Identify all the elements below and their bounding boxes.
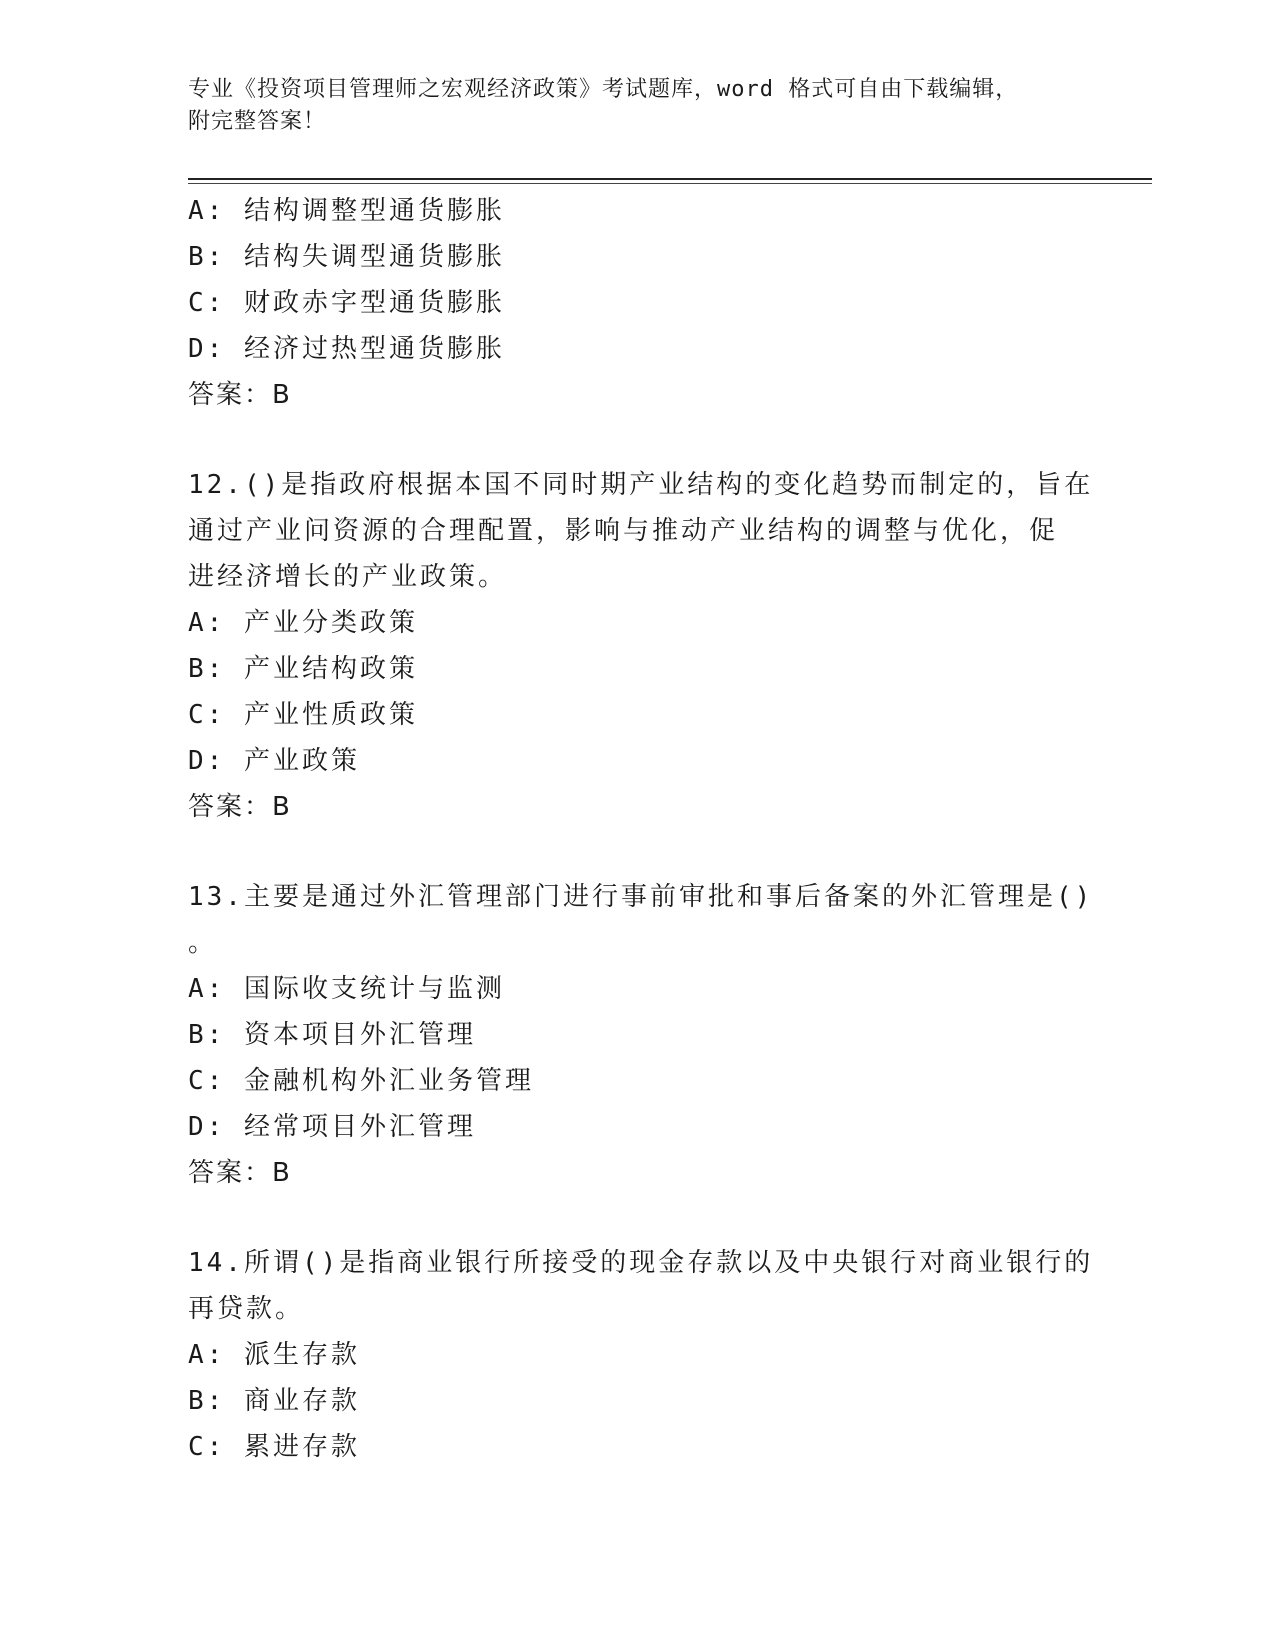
question-text [188,1240,1094,1332]
header-line-2: 附完整答案！ [188,109,327,134]
question-text-line: 。 [188,928,218,958]
option-d: D: 经常项目外汇管理 [188,1112,476,1142]
question-14 [188,1240,1094,1470]
option-a: A: 产业分类政策 [188,608,418,638]
question-12 [188,462,1094,830]
question-list [188,188,1094,1470]
question-text-line: 通过产业问资源的合理配置，影响与推动产业结构的调整与优化，促 [188,516,1059,546]
question-13 [188,874,1094,1196]
option-c: C: 财政赤字型通货膨胀 [188,288,505,318]
question-text [188,874,1094,966]
option-a: A: 国际收支统计与监测 [188,974,505,1004]
header-divider-thin [188,183,1152,184]
question-text-line: 13.主要是通过外汇管理部门进行事前审批和事后备案的外汇管理是() [188,882,1094,912]
option-d: D: 经济过热型通货膨胀 [188,334,505,364]
answer: 答案：B [188,380,292,410]
question-text-line: 12.()是指政府根据本国不同时期产业结构的变化趋势而制定的，旨在 [188,470,1094,500]
option-c: C: 金融机构外汇业务管理 [188,1066,534,1096]
option-b: B: 结构失调型通货膨胀 [188,242,505,272]
option-c: C: 累进存款 [188,1432,360,1462]
header-line-1: 专业《投资项目管理师之宏观经济政策》考试题库，word 格式可自由下载编辑， [188,77,1019,102]
answer: 答案：B [188,792,292,822]
option-d: D: 产业政策 [188,746,360,776]
question-text-line: 再贷款。 [188,1294,305,1324]
question-11 [188,188,1088,418]
question-text [188,462,1094,600]
option-a: A: 派生存款 [188,1340,360,1370]
option-b: B: 资本项目外汇管理 [188,1020,476,1050]
option-b: B: 商业存款 [188,1386,360,1416]
question-text-line: 14.所谓()是指商业银行所接受的现金存款以及中央银行对商业银行的 [188,1248,1094,1278]
option-c: C: 产业性质政策 [188,700,418,730]
document-header [188,74,1088,138]
answer: 答案：B [188,1158,292,1188]
header-divider-thick [188,178,1152,180]
question-text-line: 进经济增长的产业政策。 [188,562,508,592]
option-a: A: 结构调整型通货膨胀 [188,196,505,226]
option-b: B: 产业结构政策 [188,654,418,684]
